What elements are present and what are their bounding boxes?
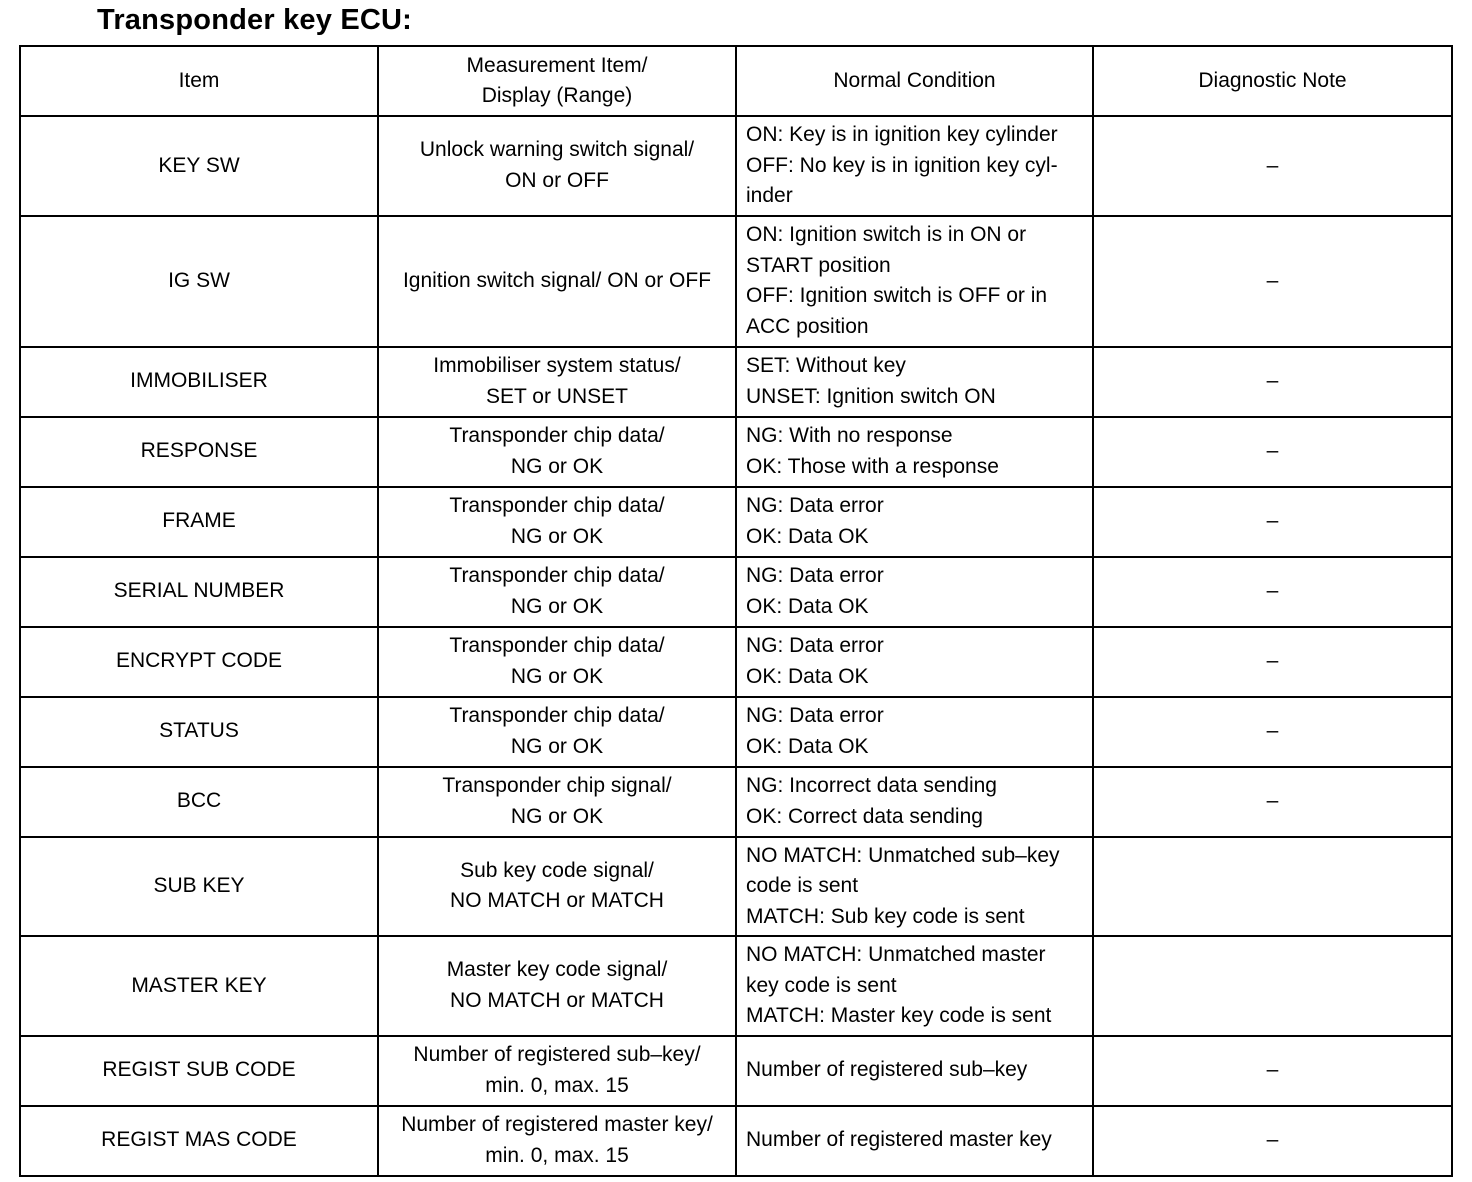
table-row <box>20 1106 1452 1176</box>
cell-normal-condition: Number of registered sub–key <box>736 1036 1093 1106</box>
table-row <box>20 936 1452 1036</box>
cell-normal-condition: NO MATCH: Unmatched master key code is sent MATCH: Master key code is sent <box>736 936 1093 1036</box>
cell-diagnostic-note: – <box>1093 417 1452 487</box>
cell-normal-condition: NO MATCH: Unmatched sub–key code is sent MATCH: Sub key code is sent <box>736 837 1093 937</box>
cell-diagnostic-note: – <box>1093 1106 1452 1176</box>
cell-item: SERIAL NUMBER <box>20 557 378 627</box>
cell-measurement: Master key code signal/ NO MATCH or MATCH <box>378 936 736 1036</box>
page-title: Transponder key ECU: <box>97 4 413 36</box>
cell-item: MASTER KEY <box>20 936 378 1036</box>
cell-diagnostic-note: – <box>1093 216 1452 347</box>
cell-normal-condition: NG: Data error OK: Data OK <box>736 697 1093 767</box>
cell-measurement: Transponder chip data/ NG or OK <box>378 627 736 697</box>
cell-diagnostic-note: – <box>1093 697 1452 767</box>
cell-diagnostic-note: – <box>1093 767 1452 837</box>
cell-item: REGIST MAS CODE <box>20 1106 378 1176</box>
cell-normal-condition: ON: Ignition switch is in ON or START position OFF: Ignition switch is OFF or in ACC position <box>736 216 1093 347</box>
cell-normal-condition: NG: Incorrect data sending OK: Correct data sending <box>736 767 1093 837</box>
table-row <box>20 697 1452 767</box>
header-row <box>20 46 1452 116</box>
cell-diagnostic-note: – <box>1093 487 1452 557</box>
table-row <box>20 767 1452 837</box>
cell-measurement: Transponder chip data/ NG or OK <box>378 697 736 767</box>
cell-diagnostic-note: – <box>1093 557 1452 627</box>
cell-diagnostic-note: – <box>1093 347 1452 417</box>
cell-measurement: Unlock warning switch signal/ ON or OFF <box>378 116 736 216</box>
cell-item: ENCRYPT CODE <box>20 627 378 697</box>
header-measurement: Measurement Item/ Display (Range) <box>378 46 736 116</box>
header-item: Item <box>20 46 378 116</box>
cell-measurement: Transponder chip data/ NG or OK <box>378 417 736 487</box>
table-row <box>20 627 1452 697</box>
table-row <box>20 347 1452 417</box>
cell-item: IG SW <box>20 216 378 347</box>
cell-normal-condition: Number of registered master key <box>736 1106 1093 1176</box>
table-row <box>20 837 1452 937</box>
cell-diagnostic-note <box>1093 837 1452 937</box>
cell-item: SUB KEY <box>20 837 378 937</box>
cell-normal-condition: NG: Data error OK: Data OK <box>736 557 1093 627</box>
cell-item: BCC <box>20 767 378 837</box>
cell-normal-condition: SET: Without key UNSET: Ignition switch ON <box>736 347 1093 417</box>
cell-measurement: Sub key code signal/ NO MATCH or MATCH <box>378 837 736 937</box>
cell-diagnostic-note <box>1093 936 1452 1036</box>
header-diagnostic-note: Diagnostic Note <box>1093 46 1452 116</box>
header-normal-condition: Normal Condition <box>736 46 1093 116</box>
cell-normal-condition: NG: With no response OK: Those with a response <box>736 417 1093 487</box>
cell-measurement: Number of registered sub–key/ min. 0, max. 15 <box>378 1036 736 1106</box>
table-row <box>20 417 1452 487</box>
table-row <box>20 116 1452 216</box>
data-list-table <box>19 45 1453 1177</box>
cell-measurement: Immobiliser system status/ SET or UNSET <box>378 347 736 417</box>
cell-item: REGIST SUB CODE <box>20 1036 378 1106</box>
cell-measurement: Number of registered master key/ min. 0, max. 15 <box>378 1106 736 1176</box>
table-row <box>20 1036 1452 1106</box>
cell-measurement: Ignition switch signal/ ON or OFF <box>378 216 736 347</box>
cell-normal-condition: ON: Key is in ignition key cylinder OFF: No key is in ignition key cyl- inder <box>736 116 1093 216</box>
table-row <box>20 487 1452 557</box>
cell-normal-condition: NG: Data error OK: Data OK <box>736 487 1093 557</box>
cell-diagnostic-note: – <box>1093 116 1452 216</box>
cell-measurement: Transponder chip signal/ NG or OK <box>378 767 736 837</box>
cell-diagnostic-note: – <box>1093 1036 1452 1106</box>
cell-normal-condition: NG: Data error OK: Data OK <box>736 627 1093 697</box>
cell-diagnostic-note: – <box>1093 627 1452 697</box>
cell-item: FRAME <box>20 487 378 557</box>
table-row <box>20 557 1452 627</box>
cell-item: STATUS <box>20 697 378 767</box>
cell-item: RESPONSE <box>20 417 378 487</box>
cell-item: KEY SW <box>20 116 378 216</box>
cell-measurement: Transponder chip data/ NG or OK <box>378 487 736 557</box>
cell-measurement: Transponder chip data/ NG or OK <box>378 557 736 627</box>
table-row <box>20 216 1452 347</box>
cell-item: IMMOBILISER <box>20 347 378 417</box>
